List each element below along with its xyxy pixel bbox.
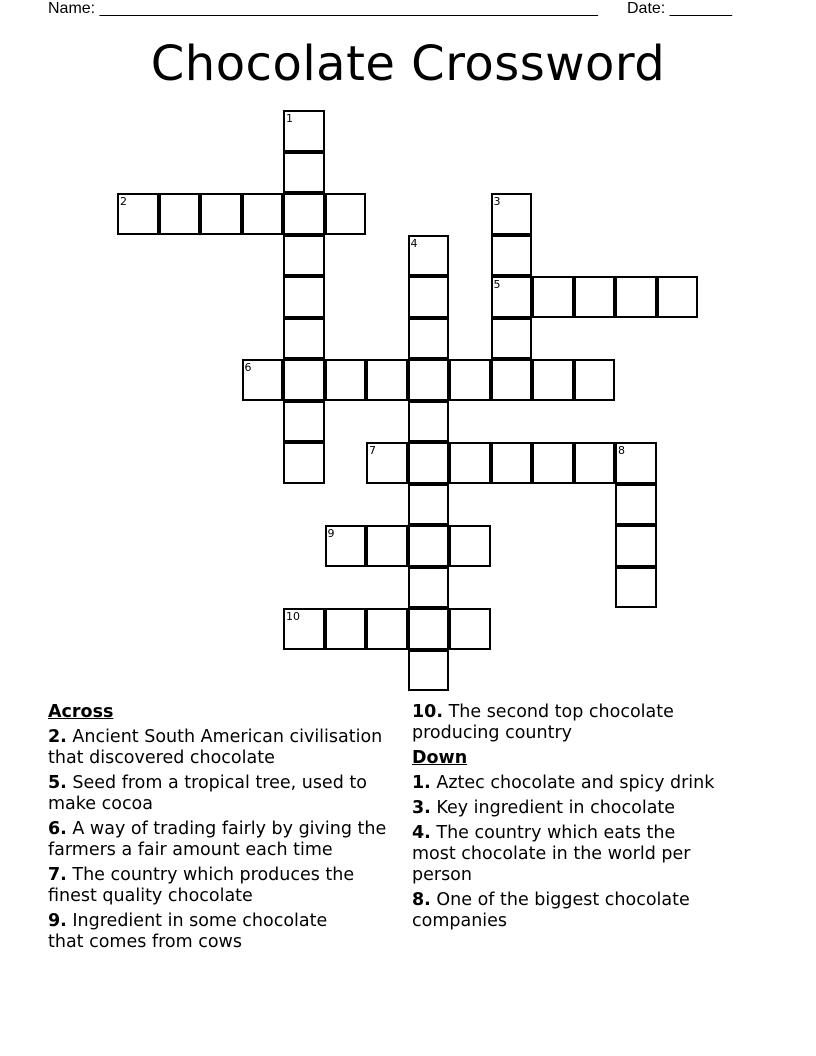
- clue-text: One of the biggest chocolate companies: [412, 890, 690, 931]
- clue-number: 2.: [48, 727, 67, 747]
- clue-text: The country which eats the most chocolate in the world per person: [412, 823, 691, 885]
- grid-cell[interactable]: [159, 193, 201, 235]
- cell-number: 4: [410, 236, 418, 250]
- clue-number: 6.: [48, 819, 67, 839]
- grid-cell[interactable]: [200, 193, 242, 235]
- grid-cell[interactable]: [408, 359, 450, 401]
- clue-across-6: [48, 819, 408, 861]
- cell-number: 3: [493, 195, 501, 208]
- grid-cell[interactable]: [283, 401, 325, 443]
- grid-cell[interactable]: [283, 193, 325, 235]
- grid-cell[interactable]: [532, 442, 574, 484]
- grid-cell[interactable]: [615, 567, 657, 609]
- grid-cell[interactable]: [574, 276, 616, 318]
- grid-cell[interactable]: [408, 401, 450, 443]
- clue-across-10: [412, 702, 712, 744]
- clue-down-4: [412, 823, 722, 886]
- cell-number: 8: [618, 444, 625, 457]
- grid-cell[interactable]: [408, 525, 450, 567]
- clue-number: 10.: [412, 702, 444, 722]
- grid-cell[interactable]: [283, 110, 325, 152]
- grid-cell[interactable]: [325, 525, 367, 567]
- grid-cell[interactable]: [325, 608, 367, 650]
- grid-cell[interactable]: [283, 442, 325, 484]
- clue-down-8: [412, 890, 722, 932]
- grid-cell[interactable]: [491, 276, 533, 318]
- grid-cell[interactable]: [408, 235, 450, 277]
- clue-across-2: [48, 727, 408, 769]
- cell-number: 2: [120, 195, 127, 208]
- name-field-label: Name: ________________________________________________________: [48, 0, 598, 17]
- grid-cell[interactable]: [408, 484, 450, 526]
- grid-cell[interactable]: [491, 359, 533, 401]
- grid-cell[interactable]: [283, 608, 325, 650]
- grid-cell[interactable]: [242, 193, 284, 235]
- down-heading: Down: [412, 748, 468, 768]
- grid-cell[interactable]: [283, 318, 325, 360]
- page-title: Chocolate Crossword: [150, 36, 666, 92]
- cell-number: 1: [286, 112, 293, 125]
- grid-cell[interactable]: [408, 318, 450, 360]
- clue-number: 3.: [412, 798, 431, 818]
- grid-cell[interactable]: [283, 276, 325, 318]
- clue-text: Aztec chocolate and spicy drink: [430, 773, 715, 793]
- clue-text: The country which produces the finest quality chocolate: [48, 865, 355, 906]
- grid-cell[interactable]: [325, 193, 367, 235]
- clue-number: 1.: [412, 773, 431, 793]
- grid-cell[interactable]: [491, 235, 533, 277]
- grid-cell[interactable]: [117, 193, 159, 235]
- grid-cell[interactable]: [366, 525, 408, 567]
- grid-cell[interactable]: [242, 359, 284, 401]
- clue-across-9: [48, 911, 368, 953]
- grid-cell[interactable]: [283, 235, 325, 277]
- cell-number: 9: [327, 527, 335, 540]
- grid-cell[interactable]: [491, 193, 533, 235]
- grid-cell[interactable]: [366, 608, 408, 650]
- clue-number: 4.: [412, 823, 431, 843]
- grid-cell[interactable]: [408, 567, 450, 609]
- grid-cell[interactable]: [408, 442, 450, 484]
- grid-cell[interactable]: [449, 442, 491, 484]
- grid-cell[interactable]: [449, 608, 491, 650]
- clue-across-5: [48, 773, 378, 815]
- grid-cell[interactable]: [283, 152, 325, 194]
- clue-down-1: [412, 773, 757, 794]
- grid-cell[interactable]: [615, 276, 657, 318]
- cell-number: 5: [493, 278, 501, 291]
- clue-number: 9.: [48, 911, 67, 931]
- grid-cell[interactable]: [657, 276, 699, 318]
- clue-across-7: [48, 865, 408, 907]
- grid-cell[interactable]: [532, 276, 574, 318]
- clue-text: Ancient South American civilisation that discovered chocolate: [48, 727, 383, 768]
- grid-cell[interactable]: [491, 442, 533, 484]
- clue-number: 7.: [48, 865, 67, 885]
- grid-cell[interactable]: [615, 484, 657, 526]
- grid-cell[interactable]: [574, 442, 616, 484]
- grid-cell[interactable]: [408, 608, 450, 650]
- clue-text: A way of trading fairly by giving the farmers a fair amount each time: [48, 819, 387, 860]
- grid-cell[interactable]: [408, 276, 450, 318]
- across-heading: Across: [48, 702, 114, 722]
- grid-cell[interactable]: [366, 442, 408, 484]
- date-field-label: Date: _______: [627, 0, 732, 17]
- grid-cell[interactable]: [615, 442, 657, 484]
- clue-text: Seed from a tropical tree, used to make cocoa: [48, 773, 367, 814]
- grid-cell[interactable]: [574, 359, 616, 401]
- cell-number: 10: [286, 610, 300, 623]
- clue-number: 8.: [412, 890, 431, 910]
- clue-number: 5.: [48, 773, 67, 793]
- grid-cell[interactable]: [449, 359, 491, 401]
- grid-cell[interactable]: [366, 359, 408, 401]
- grid-cell[interactable]: [491, 318, 533, 360]
- across-clues: [48, 702, 408, 957]
- clue-text: Ingredient in some chocolate that comes from cows: [48, 911, 328, 952]
- clue-text: Key ingredient in chocolate: [430, 798, 676, 818]
- grid-cell[interactable]: [408, 650, 450, 692]
- clue-down-3: [412, 798, 757, 819]
- right-clue-column: [412, 702, 757, 936]
- grid-cell[interactable]: [283, 359, 325, 401]
- cell-number: 7: [369, 444, 376, 457]
- grid-cell[interactable]: [532, 359, 574, 401]
- clue-text: The second top chocolate producing country: [412, 702, 674, 743]
- cell-number: 6: [244, 361, 252, 374]
- grid-cell[interactable]: [325, 359, 367, 401]
- grid-cell[interactable]: [449, 525, 491, 567]
- grid-cell[interactable]: [615, 525, 657, 567]
